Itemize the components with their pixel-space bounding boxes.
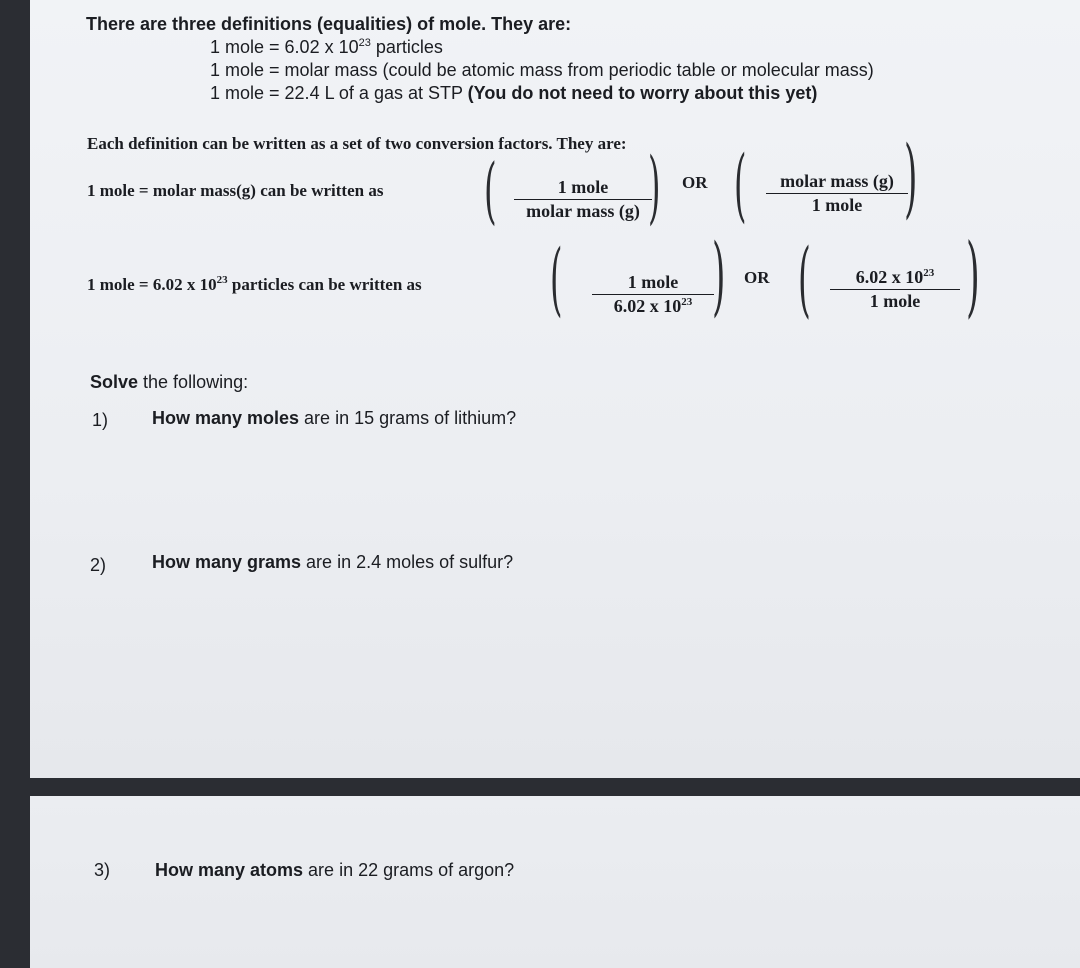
row2-factor2-left-paren: ( <box>798 232 811 327</box>
question-3-text: How many atoms are in 22 grams of argon? <box>155 860 515 880</box>
row1-factor2 <box>766 170 908 216</box>
row1-factor1-left-paren: ( <box>484 148 497 232</box>
solve-instruction: Solve the following: <box>90 372 249 392</box>
definition-particles: 1 mole = 6.02 x $10^{23}$ particles <box>210 37 443 57</box>
worksheet-page-bottom <box>30 796 1080 968</box>
row1-factor2-numerator: molar mass (g) <box>780 171 894 191</box>
row1-or: OR <box>682 173 708 192</box>
question-3-number: 3) <box>94 860 111 880</box>
row2-label: 1 mole = 6.02 x $10^{23}$ particles can be written as <box>87 274 422 294</box>
row1-factor1-right-paren: ) <box>648 140 661 233</box>
row2-factor1-numerator: 1 mole <box>627 272 679 292</box>
row2-factor1-denominator: 6.02 x $10^{23}$ <box>592 294 714 317</box>
row1-factor2-left-paren: ( <box>734 138 747 231</box>
row2-factor2-right-paren: ) <box>966 224 980 327</box>
row1-label: 1 mole = molar mass(g) can be written as <box>87 181 384 200</box>
row2-or: OR <box>744 268 770 287</box>
row1-factor1-denominator: molar mass (g) <box>514 199 652 222</box>
question-1-text: How many moles are in 15 grams of lithium? <box>152 408 517 428</box>
row2-factor2 <box>830 266 960 312</box>
question-1-number: 1) <box>92 410 109 430</box>
row2-factor2-numerator: 6.02 x $10^{23}$ <box>855 267 935 287</box>
definitions-heading: There are three definitions (equalities) of mole. They are: <box>86 14 572 34</box>
row2-factor2-denominator: 1 mole <box>830 289 960 312</box>
question-2-text: How many grams are in 2.4 moles of sulfur? <box>152 552 514 572</box>
row2-factor1-left-paren: ( <box>550 232 563 325</box>
question-2-number: 2) <box>90 555 107 575</box>
row2-factor1-right-paren: ) <box>712 226 726 326</box>
definition-gas-stp: 1 mole = 22.4 L of a gas at STP (You do not need to worry about this yet) <box>210 83 818 103</box>
row1-factor1-numerator: 1 mole <box>557 177 609 197</box>
definition-molar-mass: 1 mole = molar mass (could be atomic mass from periodic table or molecular mass) <box>210 60 874 80</box>
conversion-heading: Each definition can be written as a set of two conversion factors. They are: <box>87 134 627 153</box>
row2-factor1 <box>592 271 714 317</box>
row1-factor2-denominator: 1 mole <box>766 193 908 216</box>
row1-factor2-right-paren: ) <box>904 128 918 228</box>
worksheet-page-top <box>30 0 1080 778</box>
row1-factor1 <box>514 176 652 222</box>
